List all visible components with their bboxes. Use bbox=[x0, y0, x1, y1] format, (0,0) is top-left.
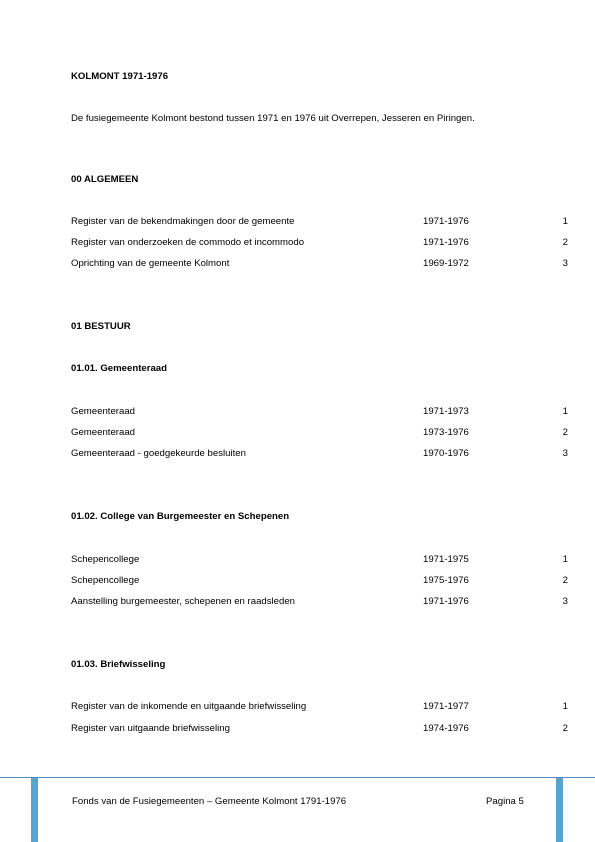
row-years: 1971-1976 bbox=[423, 596, 469, 607]
row-years: 1973-1976 bbox=[423, 427, 469, 438]
row-number: 1 bbox=[562, 554, 568, 565]
row-years: 1975-1976 bbox=[423, 575, 469, 586]
row-years: 1971-1973 bbox=[423, 406, 469, 417]
row-title: Register van onderzoeken de commodo et incommodo bbox=[71, 237, 305, 248]
row-number: 2 bbox=[562, 723, 568, 734]
row-title: Aanstelling burgemeester, schepenen en raadsleden bbox=[71, 596, 296, 607]
row-years: 1970-1976 bbox=[423, 448, 469, 459]
table-row bbox=[71, 448, 568, 462]
page-number: Pagina 5 bbox=[486, 796, 524, 807]
table-row bbox=[71, 723, 568, 737]
row-number: 2 bbox=[562, 427, 568, 438]
row-number: 1 bbox=[562, 216, 568, 227]
table-row bbox=[71, 554, 568, 568]
row-years: 1974-1976 bbox=[423, 723, 469, 734]
subsection-heading-gemeenteraad: 01.01. Gemeenteraad bbox=[71, 363, 167, 374]
row-number: 1 bbox=[562, 406, 568, 417]
row-title: Schepencollege bbox=[71, 554, 140, 565]
row-title: Register van de inkomende en uitgaande briefwisseling bbox=[71, 701, 307, 712]
row-title: Gemeenteraad bbox=[71, 406, 135, 417]
document-title: KOLMONT 1971-1976 bbox=[71, 71, 169, 82]
subsection-heading-college: 01.02. College van Burgemeester en Schepenen bbox=[71, 511, 290, 522]
table-row bbox=[71, 258, 568, 272]
intro-paragraph: De fusiegemeente Kolmont bestond tussen 1971 en 1976 uit Overrepen, Jesseren en Piringen. bbox=[71, 113, 475, 124]
row-number: 3 bbox=[562, 448, 568, 459]
row-title: Register van uitgaande briefwisseling bbox=[71, 723, 230, 734]
table-row bbox=[71, 216, 568, 230]
table-row bbox=[71, 575, 568, 589]
row-number: 3 bbox=[562, 258, 568, 269]
table-row bbox=[71, 701, 568, 715]
row-number: 2 bbox=[562, 237, 568, 248]
row-number: 1 bbox=[562, 701, 568, 712]
row-title: Gemeenteraad bbox=[71, 427, 135, 438]
row-years: 1969-1972 bbox=[423, 258, 469, 269]
section-heading-bestuur: 01 BESTUUR bbox=[71, 321, 131, 332]
table-row bbox=[71, 237, 568, 251]
footer-title: Fonds van de Fusiegemeenten – Gemeente Kolmont 1791-1976 bbox=[72, 796, 347, 807]
row-title: Gemeenteraad - goedgekeurde besluiten bbox=[71, 448, 246, 459]
subsection-heading-briefwisseling: 01.03. Briefwisseling bbox=[71, 659, 166, 670]
footer-divider bbox=[0, 777, 595, 778]
section-heading-algemeen: 00 ALGEMEEN bbox=[71, 174, 139, 185]
row-years: 1971-1977 bbox=[423, 701, 469, 712]
row-title: Oprichting van de gemeente Kolmont bbox=[71, 258, 230, 269]
footer-accent-bar-left bbox=[31, 778, 38, 842]
row-years: 1971-1976 bbox=[423, 216, 469, 227]
table-row bbox=[71, 596, 568, 610]
row-years: 1971-1975 bbox=[423, 554, 469, 565]
row-number: 3 bbox=[562, 596, 568, 607]
row-years: 1971-1976 bbox=[423, 237, 469, 248]
table-row bbox=[71, 427, 568, 441]
row-number: 2 bbox=[562, 575, 568, 586]
row-title: Schepencollege bbox=[71, 575, 140, 586]
table-row bbox=[71, 406, 568, 420]
footer-accent-bar-right bbox=[556, 778, 563, 842]
row-title: Register van de bekendmakingen door de gemeente bbox=[71, 216, 295, 227]
